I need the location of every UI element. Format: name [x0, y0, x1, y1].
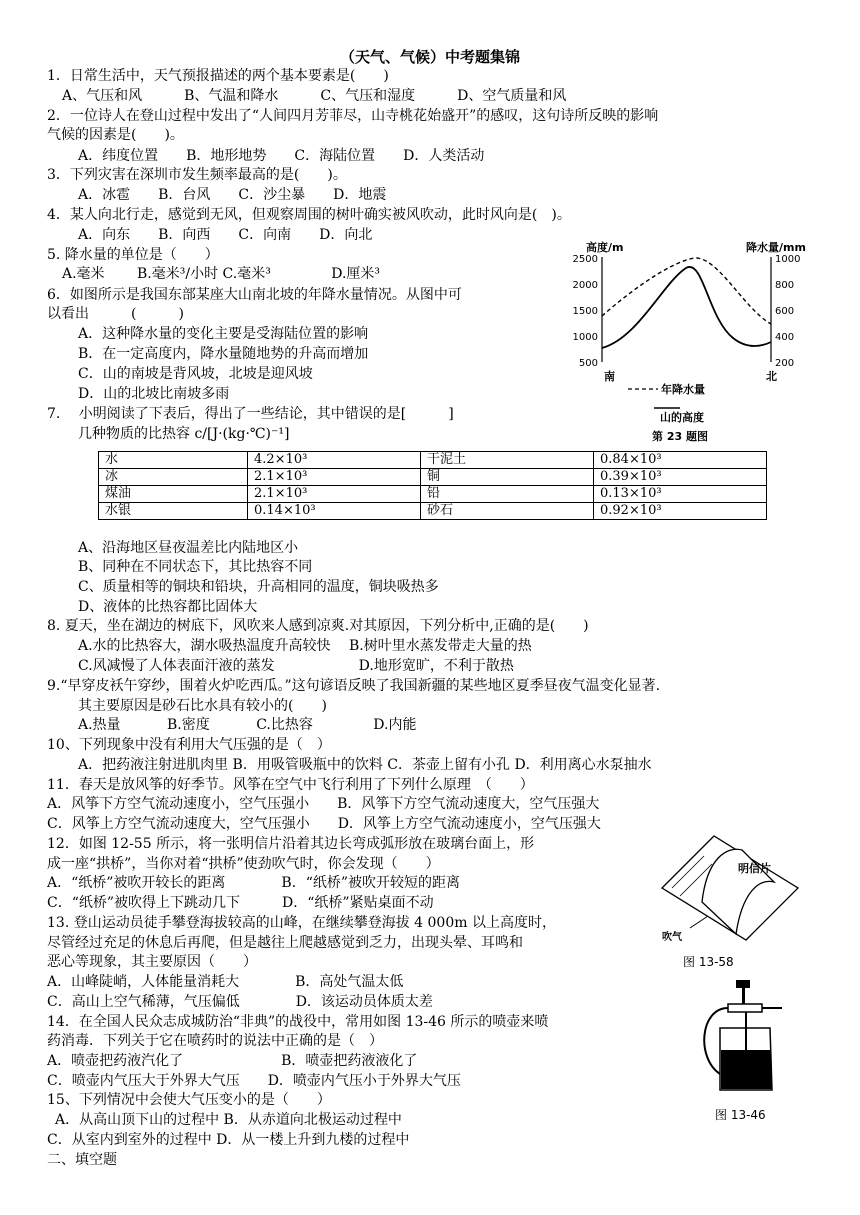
- table-row: [99, 503, 767, 520]
- table-cell: 铜: [421, 469, 594, 486]
- q12-options-ab: A．“纸桥”被吹开较长的距离 B．“纸桥”被吹开较短的距离: [47, 875, 461, 891]
- table-cell: 0.13×10³: [594, 486, 767, 503]
- figure-caption: 图 13-58: [683, 955, 734, 969]
- table-cell: 4.2×10³: [248, 452, 421, 469]
- table-cell: 水: [99, 452, 248, 469]
- q8-options-cd: C.风减慢了人体表面汗液的蒸发 D.地形宽旷，不利于散热: [78, 658, 514, 674]
- q13-options-ab: A．山峰陡峭，人体能量消耗大 B．高处气温太低: [47, 974, 404, 990]
- legend-dashed-label: 年降水量: [661, 383, 705, 396]
- table-cell: 砂石: [421, 503, 594, 520]
- table-cell: 铅: [421, 486, 594, 503]
- question-6-cont: 以看出 ( ): [47, 306, 184, 322]
- question-13: 13. 登山运动员徒手攀登海拔较高的山峰，在继续攀登海拔 4 000m 以上高度时，: [47, 915, 556, 931]
- q10-options: A．把药液注射进肌肉里 B．用吸管吸瓶中的饮料 C．茶壶上留有小孔 D．利用离心水泵抽水: [78, 757, 652, 773]
- q8-options-ab: A.水的比热容大，湖水吸热温度升高较快 B.树叶里水蒸发带走大量的热: [78, 638, 532, 654]
- table-cell: 2.1×10³: [248, 469, 421, 486]
- q2-options: A．纬度位置 B．地形地势 C．海陆位置 D．人类活动: [78, 148, 485, 164]
- question-4: 4．某人向北行走，感觉到无风，但观察周围的树叶确实被风吹动，此时风向是( )。: [47, 207, 571, 223]
- q6-option-b: B．在一定高度内，降水量随地势的升高而增加: [78, 346, 369, 362]
- sprayer-knob: [736, 980, 750, 988]
- left-tick: 1000: [572, 332, 598, 343]
- question-8: 8. 夏天，坐在湖边的树底下，风吹来人感到凉爽.对其原因，下列分析中,正确的是( ): [47, 618, 589, 634]
- q11-options-cd: C．风筝上方空气流动速度大，空气压强小 D．风筝上方空气流动速度小，空气压强大: [47, 816, 601, 832]
- heat-capacity-table: [98, 451, 767, 520]
- question-9: 9.“早穿皮袄午穿纱，围着火炉吃西瓜。”这句谚语反映了我国新疆的某些地区夏季昼夜气温变化显著.: [47, 678, 661, 694]
- right-tick: 800: [775, 280, 795, 291]
- page-title: （天气、气候）中考题集锦: [339, 48, 520, 66]
- question-9-cont: 其主要原因是砂石比水具有较小的( ): [78, 698, 327, 714]
- table-cell: 干泥土: [421, 452, 594, 469]
- q7-option-a: A、沿海地区昼夜温差比内陆地区小: [78, 540, 299, 556]
- q3-options: A．冰雹 B．台风 C．沙尘暴 D．地震: [78, 187, 387, 203]
- table-cell: 2.1×10³: [248, 486, 421, 503]
- left-tick: 2000: [572, 280, 598, 291]
- table-row: [99, 469, 767, 486]
- question-6: 6．如图所示是我国东部某座大山南北坡的年降水量情况。从图中可: [47, 287, 462, 303]
- q7-option-c: C、质量相等的铜块和铅块，升高相同的温度，铜块吸热多: [78, 579, 439, 595]
- q12-options-cd: C．“纸桥”被吹得上下跳动几下 D．“纸桥”紧贴桌面不动: [47, 895, 434, 911]
- table-cell: 冰: [99, 469, 248, 486]
- south-label: 南: [604, 370, 615, 383]
- q4-options: A．向东 B．向西 C．向南 D．向北: [78, 227, 373, 243]
- q6-option-a: A．这种降水量的变化主要是受海陆位置的影响: [78, 326, 369, 342]
- right-tick: 600: [775, 306, 795, 317]
- question-12-cont: 成一座“拱桥”，当你对着“拱桥”使劲吹气时，你会发现（ ）: [47, 856, 440, 872]
- postcard-figure: [652, 828, 802, 946]
- blow-arrow: [690, 916, 708, 928]
- question-11: 11．春天是放风筝的好季节。风筝在空气中飞行利用了下列什么原理 （ ）: [47, 777, 534, 793]
- sprayer-figure: [690, 978, 790, 1098]
- q7-option-d: D、液体的比热容都比固体大: [78, 599, 258, 615]
- q11-options-ab: A．风筝下方空气流动速度小，空气压强小 B．风筝下方空气流动速度大，空气压强大: [47, 796, 600, 812]
- question-10: 10、下列现象中没有利用大气压强的是（ ）: [47, 737, 331, 753]
- right-tick: 1000: [775, 254, 801, 265]
- question-5: 5. 降水量的单位是（ ）: [47, 247, 219, 263]
- blow-label: 吹气: [662, 932, 682, 943]
- q15-options-cd: C．从室内到室外的过程中 D．从一楼上升到九楼的过程中: [47, 1132, 410, 1148]
- q9-options: A.热量 B.密度 C.比热容 D.内能: [78, 717, 417, 733]
- north-label: 北: [766, 370, 777, 383]
- table-row: [99, 452, 767, 469]
- q14-options-cd: C．喷壶内气压大于外界大气压 D．喷壶内气压小于外界大气压: [47, 1073, 461, 1089]
- q6-option-d: D．山的北坡比南坡多雨: [78, 386, 230, 402]
- table-cell: 0.14×10³: [248, 503, 421, 520]
- postcard-label: 明信片: [738, 862, 771, 875]
- left-tick: 1500: [572, 306, 598, 317]
- question-15: 15、下列情况中会使大气压变小的是（ ）: [47, 1092, 331, 1108]
- right-axis-label: 降水量/mm: [746, 241, 806, 254]
- sprayer-pump: [728, 1004, 762, 1012]
- table-cell: 0.92×10³: [594, 503, 767, 520]
- left-axis-label: 高度/m: [586, 241, 624, 254]
- question-14: 14．在全国人民众志成城防治“非典”的战役中，常用如图 13-46 所示的喷壶来喷: [47, 1014, 549, 1030]
- question-13-cont2: 恶心等现象，其主要原因（ ）: [47, 954, 257, 970]
- table-row: [99, 486, 767, 503]
- question-3: 3．下列灾害在深圳市发生频率最高的是( )。: [47, 167, 347, 183]
- q7-option-b: B、同种在不同状态下，其比热容不同: [78, 559, 313, 575]
- q6-option-c: C．山的南坡是背风坡，北坡是迎风坡: [78, 366, 313, 382]
- section-fill-blank: 二、填空题: [47, 1152, 117, 1168]
- legend-solid-label: 山的高度: [660, 411, 704, 424]
- question-14-cont: 药消毒．下列关于它在喷药时的说法中正确的是（ ）: [47, 1033, 383, 1049]
- q13-options-cd: C．高山上空气稀薄，气压偏低 D．该运动员体质太差: [47, 994, 433, 1010]
- table-cell: 水银: [99, 503, 248, 520]
- q1-options: A、气压和风 B、气温和降水 C、气压和湿度 D、空气质量和风: [62, 88, 567, 104]
- table-caption: 几种物质的比热容 c/[J·(kg·℃)⁻¹]: [78, 426, 290, 442]
- figure-caption: 图 13-46: [715, 1108, 766, 1122]
- table-cell: 0.39×10³: [594, 469, 767, 486]
- question-1: 1．日常生活中，天气预报描述的两个基本要素是( ): [47, 68, 389, 84]
- q5-options: A.毫米 B.毫米³/小时 C.毫米³ D.厘米³: [62, 266, 381, 282]
- table-cell: 煤油: [99, 486, 248, 503]
- left-tick: 500: [578, 358, 598, 369]
- right-tick: 200: [775, 358, 795, 369]
- table-cell: 0.84×10³: [594, 452, 767, 469]
- q14-options-ab: A．喷壶把药液汽化了 B．喷壶把药液液化了: [47, 1053, 418, 1069]
- mountain-precip-figure: [568, 238, 820, 446]
- question-2-cont: 气候的因素是( )。: [47, 127, 184, 143]
- right-tick: 400: [775, 332, 795, 343]
- question-12: 12．如图 12-55 所示，将一张明信片沿着其边长弯成弧形放在玻璃台面上，形: [47, 836, 535, 852]
- left-tick: 2500: [572, 254, 598, 265]
- sprayer-liquid: [721, 1050, 772, 1089]
- question-7: 7. 小明阅读了下表后，得出了一些结论，其中错误的是[ ]: [47, 406, 454, 422]
- question-13-cont: 尽管经过充足的休息后再爬，但是越往上爬越感觉到乏力，出现头晕、耳鸣和: [47, 935, 523, 951]
- q15-options-ab: A．从高山顶下山的过程中 B．从赤道向北极运动过程中: [55, 1112, 402, 1128]
- question-2: 2．一位诗人在登山过程中发出了“人间四月芳菲尽，山寺桃花始盛开”的感叹，这句诗所反映的影响: [47, 108, 659, 124]
- figure-caption: 第 23 题图: [652, 430, 708, 443]
- mountain-height-curve: [602, 267, 771, 348]
